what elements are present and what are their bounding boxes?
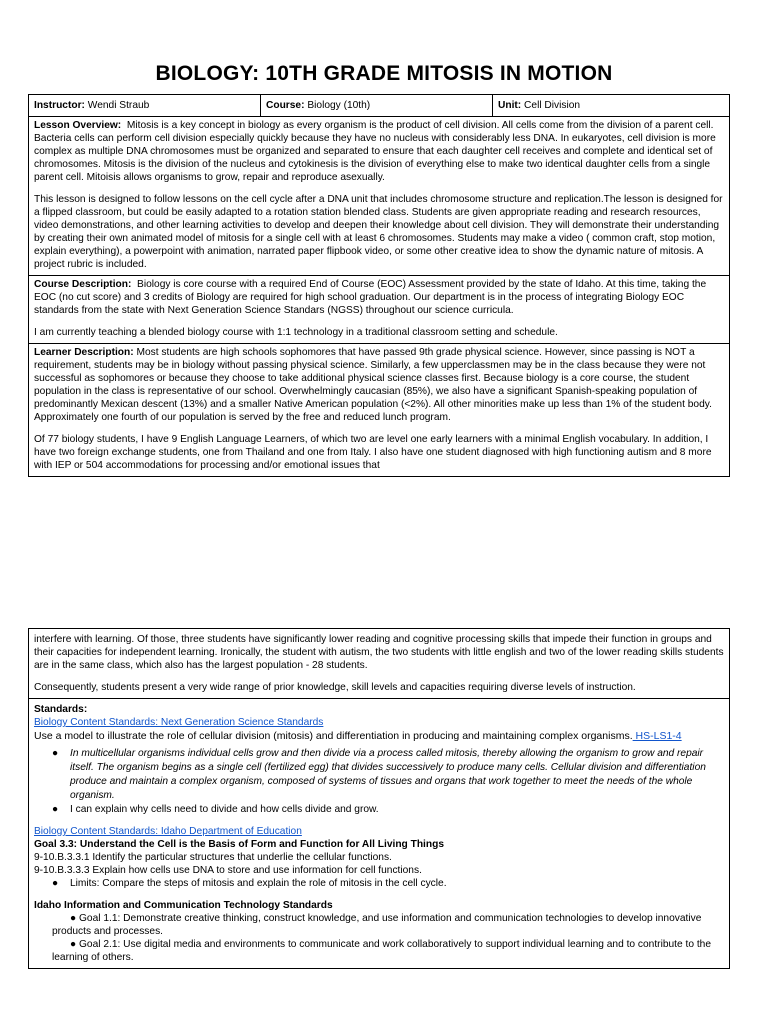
course-description-text-2: I am currently teaching a blended biology course with 1:1 technology in a traditional classroom setting and schedule. (34, 327, 558, 338)
unit-label: Unit: (498, 100, 522, 111)
standard-9-10-b-3-3-1: 9-10.B.3.3.1 Identify the particular structures that underlie the cellular functions. (34, 852, 392, 863)
lesson-plan-table-page1 (28, 94, 730, 477)
standard-9-10-b-3-3-3: 9-10.B.3.3.3 Explain how cells use DNA to store and use information for cell functions. (34, 865, 422, 876)
learner-description-text-2: Of 77 biology students, I have 9 English Language Learners, of which two are level one early learners with a minimal English vocabulary. In addition, I have two foreign exchange students, one from Thailand and one from Italy. I also have one student diagnosed with high functioning autism and 8 more with IEP or 504 accommodations for processing and/or emotional issues that (34, 434, 712, 471)
lesson-plan-table-page2 (28, 628, 730, 969)
course-description-label: Course Description: (34, 279, 132, 290)
ngss-standard-text: Use a model to illustrate the role of cellular division (mitosis) and differentiation in producing and maintaining complex organisms. (34, 730, 633, 742)
goal-3-3-heading: Goal 3.3: Understand the Cell is the Basis of Form and Function for All Living Things (34, 839, 444, 850)
instructor-cell (29, 95, 261, 117)
learner-description-continued-cell (29, 629, 730, 699)
ict-goal-2-1: Goal 2.1: Use digital media and environments to communicate and work collaboratively to support individual learning and to contribute to the learning of others. (52, 939, 711, 963)
lesson-overview-text: Mitosis is a key concept in biology as every organism is the product of cell division. All cells come from the division of a parent cell. Bacteria cells can perform cell division especially quickly because they have no nucleus with considerably less DNA. In eukaryotes, cell division is more complex as multiple DNA chromosomes must be organized and separated to ensure that each daughter cell receives and complete and identical set of chromosomes. Mitosis is the division of the nucleus and cytokinesis is the division of everything else to make two identical daughter cells from a single parent cell. Mitoisis allows organisms to grow, repair and reproduce asexually. (34, 120, 716, 183)
learner-description-text: Most students are high schools sophomores that have passed 9th grade physical science. However, since passing is NOT a requirement, students may be in biology without passing physical science. Similarly, a few upperclassmen may be in the class because they were not successful as sophomores or because they choose to take additional physical science classes first. Because biology is a core course, the student population in the class is representative of our school. Overwhelmingly caucasian (85%), we also have a significant Spanish-speaking population of predominantly Mexican descent (13%) and a smaller Native American population (<2%). All other minorities make up less than 1% of the student body. Approximately one fourth of our population is served by the free and reduced lunch program. (34, 347, 712, 423)
learner-description-label: Learner Description: (34, 347, 134, 358)
limits-text: Limits: Compare the steps of mitosis and explain the role of mitosis in the cell cycle. (70, 878, 447, 889)
ngss-bullet-2: I can explain why cells need to divide and how cells divide and grow. (70, 804, 379, 815)
ngss-standards-link[interactable]: Biology Content Standards: Next Generation Science Standards (34, 717, 324, 728)
learner-description-cell (29, 344, 730, 477)
bullet-dot: ● (70, 939, 77, 950)
bullet-dot: ● (52, 748, 59, 759)
course-value: Biology (10th) (307, 100, 371, 111)
lesson-overview-label: Lesson Overview: (34, 120, 122, 131)
header-row (29, 95, 730, 117)
bullet-dot: ● (70, 913, 77, 924)
lesson-overview-cell (29, 117, 730, 276)
learner-description-text-3: interfere with learning. Of those, three students have significantly lower reading and cognitive processing skills that impede their function in groups and their capacities for independent learning. Ironically, the student with autism, the two students with little english and two of the lower reading skills students are in the same class, which also has the largest population - 28 students. (34, 634, 724, 671)
unit-cell (493, 95, 730, 117)
ngss-bullet-1: In multicellular organisms individual cells grow and then divide via a process called mitosis, thereby allowing the organism to grow and repair itself. The organism begins as a single cell (fertilized egg) that divides successively to produce many cells. Cellular division and differentiation produce and maintain a complex organism, composed of systems of tissues and organs that work together to meet the needs of the whole organism. (70, 748, 706, 801)
learner-description-text-4: Consequently, students present a very wide range of prior knowledge, skill levels and capacities requiring diverse levels of instruction. (34, 682, 636, 693)
course-label: Course: (266, 100, 305, 111)
instructor-label: Instructor: (34, 100, 85, 111)
standards-cell (29, 699, 730, 969)
instructor-value: Wendi Straub (87, 100, 150, 111)
hs-ls1-4-link[interactable]: HS-LS1-4 (632, 730, 682, 742)
course-description-text: Biology is core course with a required End of Course (EOC) Assessment provided by the state of Idaho. At this time, taking the EOC (no cut score) and 3 credits of Biology are required for high school graduation. Our department is in the process of integrating Biology EOC standards from the state with Next Generation Science Standars (NGSS) throughout our science curricula. (34, 279, 707, 316)
ict-goal-1-1: Goal 1.1: Demonstrate creative thinking, construct knowledge, and use information and communication technologies to develop innovative products and processes. (52, 913, 702, 937)
lesson-overview-text-2: This lesson is designed to follow lessons on the cell cycle after a DNA unit that includes chromosome structure and replication.The lesson is designed for a flipped classroom, but could be easily adapted to a rotation station blended class. Students are given appropriate reading and research resources, video demonstrations, and other learning activities to develop and deepen their knowledge about cell division. They will demonstrate their understanding by creating their own animated model of mitosis for a single cell with at least 6 chromosomes. Students may make a video ( common craft, stop motion, explain everything), a powerpoint with animation, narrated paper flipbook video, or some other creative idea to show the dynamic nature of mitosis. A project rubric is included. (34, 194, 723, 270)
standards-label: Standards: (34, 704, 88, 715)
unit-value: Cell Division (524, 100, 581, 111)
idaho-standards-link[interactable]: Biology Content Standards: Idaho Department of Education (34, 826, 302, 837)
document-title: BIOLOGY: 10TH GRADE MITOSIS IN MOTION (155, 62, 613, 85)
course-cell (261, 95, 493, 117)
bullet-dot: ● (52, 804, 59, 815)
ict-standards-heading: Idaho Information and Communication Technology Standards (34, 900, 333, 911)
bullet-dot: ● (52, 878, 59, 889)
course-description-cell (29, 276, 730, 344)
